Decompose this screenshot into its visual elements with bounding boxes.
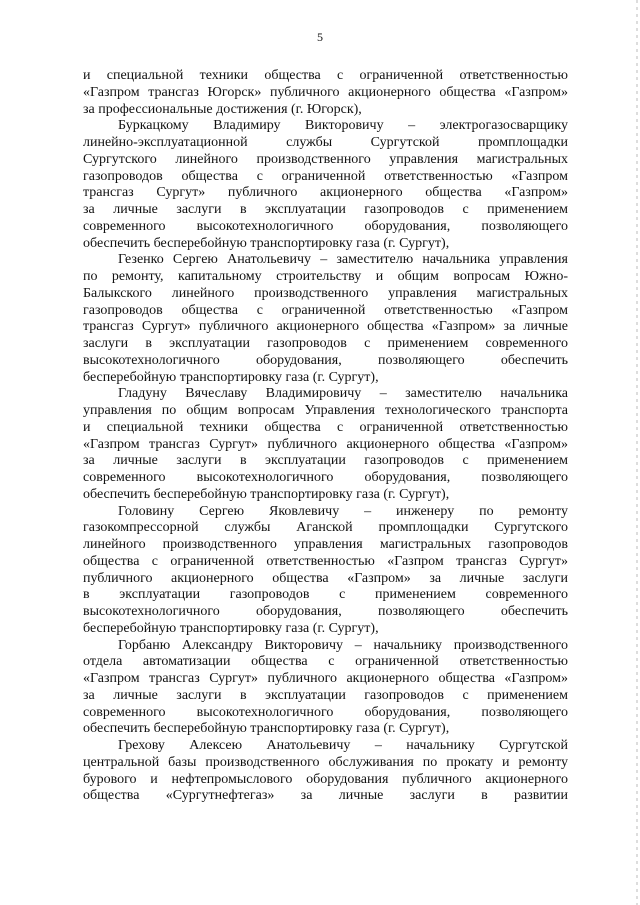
text-line: центральной базы производственного обслуживания по прокату и ремонту: [83, 754, 568, 770]
text-line: современного высокотехнологичного оборудования, позволяющего: [83, 470, 568, 485]
text-line: и специальной техники общества с ограниченной ответственностью: [83, 419, 568, 435]
text-line: Головину Сергею Яковлевичу – инженеру по ремонту: [118, 503, 568, 519]
text-line: обеспечить бесперебойную транспортировку газа (г. Сургут),: [83, 721, 450, 737]
text-line: обеспечить бесперебойную транспортировку газа (г. Сургут),: [83, 486, 450, 502]
text-line: высокотехнологичного оборудования, позволяющего обеспечить: [83, 352, 568, 368]
text-line: общества с ограниченной ответственностью «Газпром трансгаз Сургут»: [83, 553, 568, 569]
text-line: отдела автоматизации общества с ограниченной ответственностью: [83, 654, 568, 670]
text-line: современного высокотехнологичного оборудования, позволяющего: [83, 704, 568, 720]
text-line: и специальной техники общества с ограниченной ответственностью: [83, 68, 568, 83]
text-line: бесперебойную транспортировку газа (г. Сургут),: [83, 620, 379, 636]
page-number: 5: [317, 30, 323, 44]
text-line: линейно-эксплуатационной службы Сургутской промплощадки: [83, 135, 568, 150]
text-line: «Газпром трансгаз Югорск» публичного акционерного общества «Газпром»: [83, 84, 568, 100]
text-line: общества «Сургутнефтегаз» за личные заслуги в развитии: [83, 788, 568, 804]
text-line: газопроводов общества с ограниченной ответственностью «Газпром: [83, 302, 568, 318]
text-line: газопроводов общества с ограниченной ответственностью «Газпром: [83, 168, 568, 184]
text-line: за личные заслуги в эксплуатации газопроводов с применением: [83, 453, 568, 469]
text-line: за профессиональные достижения (г. Югорск),: [83, 101, 362, 117]
text-line: обеспечить бесперебойную транспортировку газа (г. Сургут),: [83, 235, 450, 251]
text-line: Буркацкому Владимиру Викторовичу – электрогазосварщику: [118, 118, 568, 134]
text-line: бурового и нефтепромыслового оборудования публичного акционерного: [83, 771, 568, 787]
text-line: трансгаз Сургут» публичного акционерного общества «Газпром» за личные: [83, 319, 568, 335]
text-line: публичного акционерного общества «Газпром» за личные заслуги: [83, 570, 568, 586]
text-line: Горбаню Александру Викторовичу – начальнику производственного: [118, 637, 568, 653]
text-line: Гезенко Сергею Анатольевичу – заместителю начальника управления: [118, 252, 568, 268]
text-line: высокотехнологичного оборудования, позволяющего обеспечить: [83, 604, 568, 619]
text-line: «Газпром трансгаз Сургут» публичного акционерного общества «Газпром»: [83, 671, 568, 686]
text-line: в эксплуатации газопроводов с применением современного: [83, 587, 568, 603]
text-line: «Газпром трансгаз Сургут» публичного акционерного общества «Газпром»: [83, 436, 568, 452]
text-line: за личные заслуги в эксплуатации газопроводов с применением: [83, 202, 568, 217]
text-line: современного высокотехнологичного оборудования, позволяющего: [83, 218, 568, 234]
text-line: заслуги в эксплуатации газопроводов с применением современного: [83, 336, 568, 351]
scan-edge: [636, 0, 638, 905]
text-line: трансгаз Сургут» публичного акционерного общества «Газпром»: [83, 185, 568, 201]
text-line: по ремонту, капитальному строительству и общим вопросам Южно-: [83, 269, 568, 284]
text-line: Грехову Алексею Анатольевичу – начальнику Сургутской: [118, 738, 568, 753]
text-line: управления по общим вопросам Управления технологического транспорта: [83, 403, 568, 418]
text-line: Сургутского линейного производственного управления магистральных: [83, 151, 568, 167]
text-line: бесперебойную транспортировку газа (г. Сургут),: [83, 369, 379, 385]
text-line: Балыкского линейного производственного управления магистральных: [83, 285, 568, 301]
text-line: линейного производственного управления магистральных газопроводов: [83, 537, 568, 552]
text-line: Гладуну Вячеславу Владимировичу – заместителю начальника: [118, 386, 568, 402]
text-line: за личные заслуги в эксплуатации газопроводов с применением: [83, 687, 568, 703]
text-line: газокомпрессорной службы Аганской промплощадки Сургутского: [83, 520, 568, 536]
document-body: [83, 68, 568, 805]
